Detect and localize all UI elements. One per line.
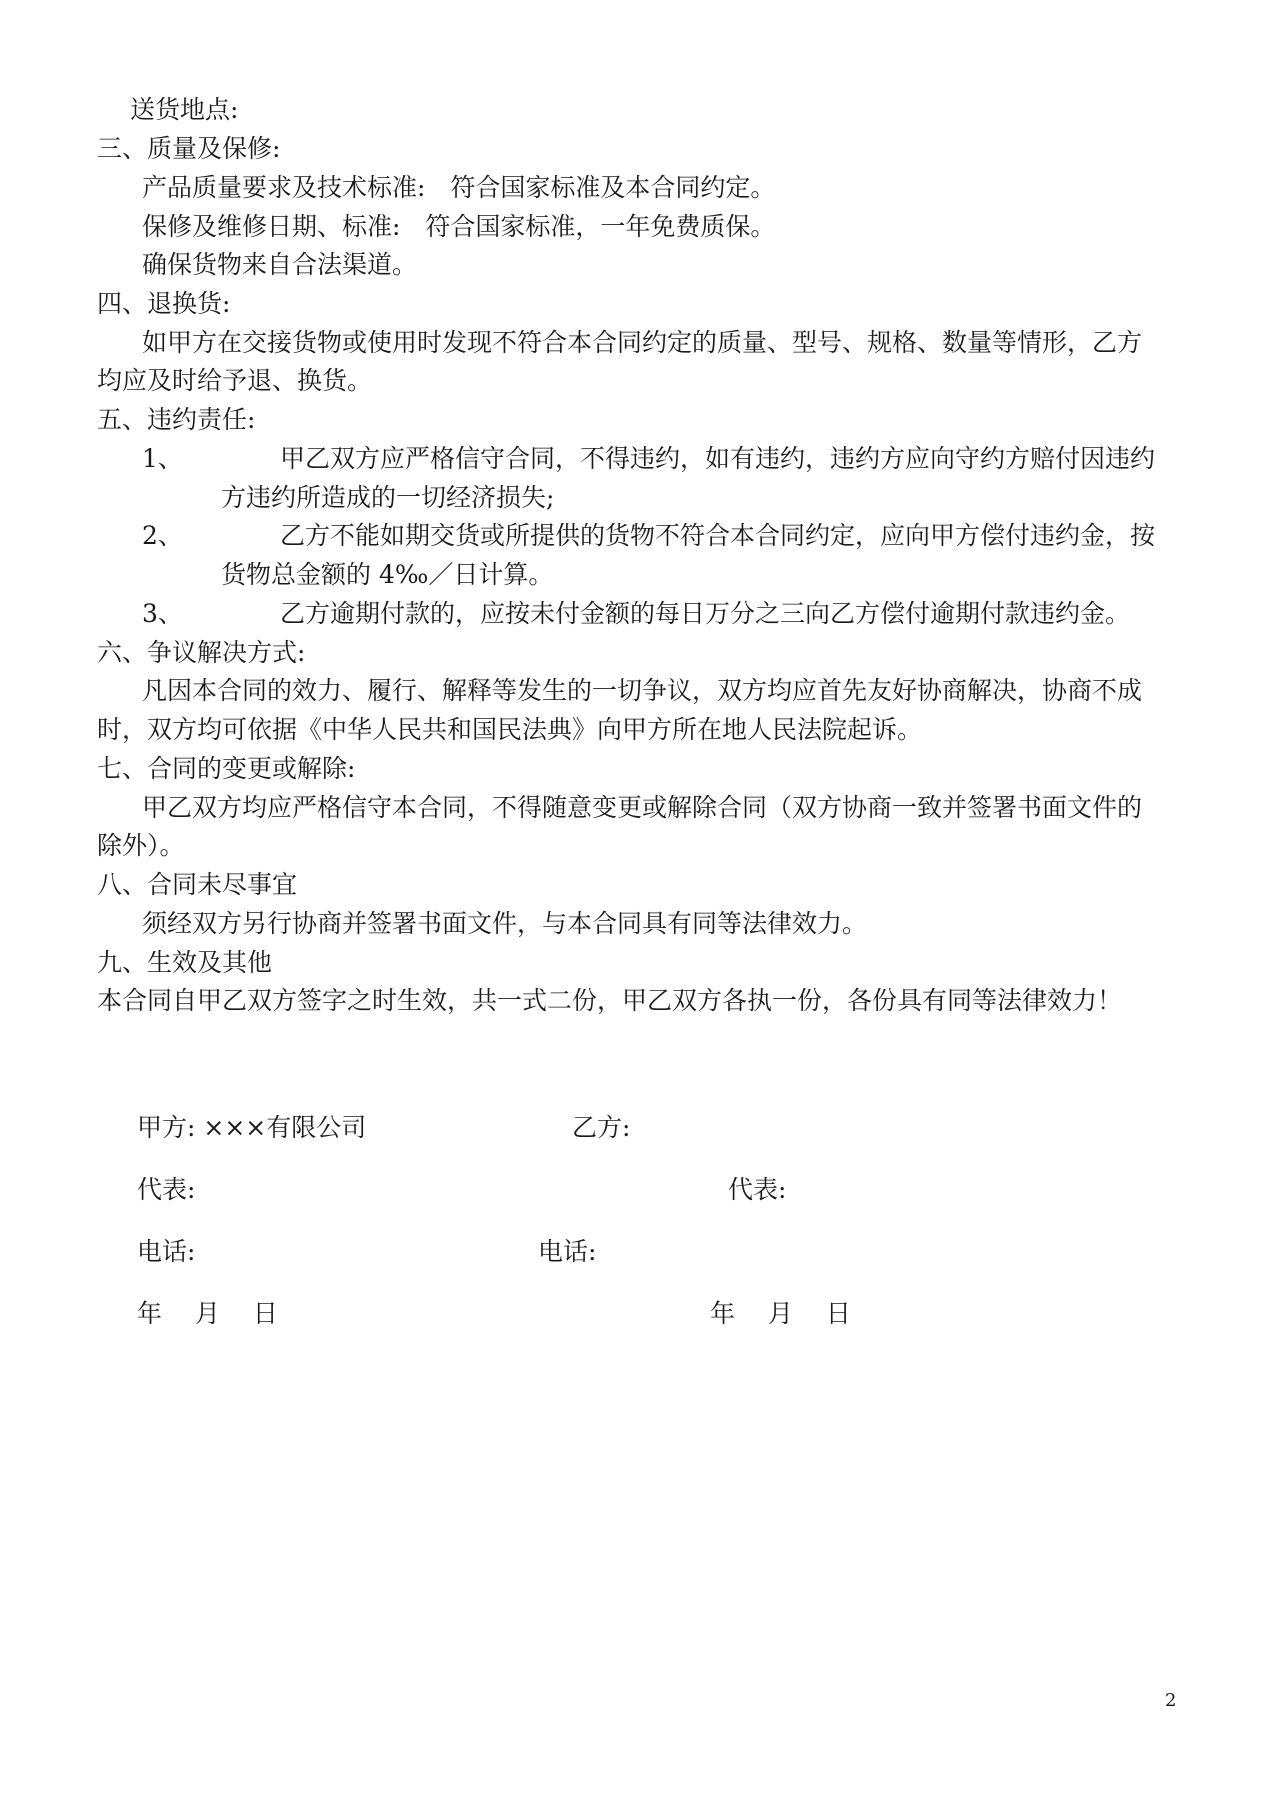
party-a-phone: 电话: xyxy=(137,1237,196,1266)
section-5-item-3-num: 3、 xyxy=(142,599,183,628)
section-6-heading: 六、争议解决方式: xyxy=(97,638,306,667)
section-5-heading: 五、违约责任: xyxy=(97,405,256,434)
page-number: 2 xyxy=(1165,1690,1177,1711)
party-b-phone: 电话: xyxy=(538,1237,597,1266)
party-b-representative: 代表: xyxy=(728,1175,787,1204)
section-5-item-1-line1: 甲乙双方应严格信守合同，不得违约，如有违约，违约方应向守约方赔付因违约 xyxy=(280,444,1156,473)
section-5-item-1-line2: 方违约所造成的一切经济损失; xyxy=(221,483,555,512)
party-b-date: 年 月 日 xyxy=(710,1299,851,1328)
party-a-date: 年 月 日 xyxy=(137,1299,278,1328)
section-5-item-1-num: 1、 xyxy=(142,444,183,473)
party-a-name: 甲方: ×××有限公司 xyxy=(137,1113,367,1142)
section-7-heading: 七、合同的变更或解除: xyxy=(97,754,356,783)
section-4-line1: 如甲方在交接货物或使用时发现不符合本合同约定的质量、型号、规格、数量等情形，乙方 xyxy=(142,328,1143,357)
section-4-heading: 四、退换货: xyxy=(97,289,231,318)
party-a-representative: 代表: xyxy=(137,1175,196,1204)
section-7-line1: 甲乙双方均应严格信守本合同，不得随意变更或解除合同（双方协商一致并签署书面文件的 xyxy=(142,793,1143,822)
party-b-name: 乙方: xyxy=(572,1113,631,1142)
section-5-item-2-line1: 乙方不能如期交货或所提供的货物不符合本合同约定，应向甲方偿付违约金，按 xyxy=(280,521,1156,550)
section-3-warranty: 保修及维修日期、标准: 符合国家标准，一年免费质保。 xyxy=(142,212,776,241)
section-7-line2: 除外）。 xyxy=(97,831,185,860)
section-9-line1: 本合同自甲乙双方签字之时生效，共一式二份，甲乙双方各执一份，各份具有同等法律效力！ xyxy=(97,986,1123,1015)
section-8-heading: 八、合同未尽事宜 xyxy=(97,870,298,899)
section-4-line2: 均应及时给予退、换货。 xyxy=(97,366,373,395)
section-6-line1: 凡因本合同的效力、履行、解释等发生的一切争议，双方均应首先友好协商解决，协商不成 xyxy=(142,676,1143,705)
section-6-line2: 时，双方均可依据《中华人民共和国民法典》向甲方所在地人民法院起诉。 xyxy=(97,715,923,744)
section-8-line1: 须经双方另行协商并签署书面文件，与本合同具有同等法律效力。 xyxy=(142,909,868,938)
delivery-location-label: 送货地点: xyxy=(130,95,239,124)
section-3-heading: 三、质量及保修: xyxy=(97,134,281,163)
section-9-heading: 九、生效及其他 xyxy=(97,948,273,977)
section-3-quality: 产品质量要求及技术标准: 符合国家标准及本合同约定。 xyxy=(142,173,776,202)
section-5-item-3-line1: 乙方逾期付款的，应按未付金额的每日万分之三向乙方偿付逾期付款违约金。 xyxy=(280,599,1131,628)
section-5-item-2-line2: 货物总金额的 4‰／日计算。 xyxy=(221,560,554,589)
section-3-legal-source: 确保货物来自合法渠道。 xyxy=(142,250,418,279)
section-5-item-2-num: 2、 xyxy=(142,521,183,550)
